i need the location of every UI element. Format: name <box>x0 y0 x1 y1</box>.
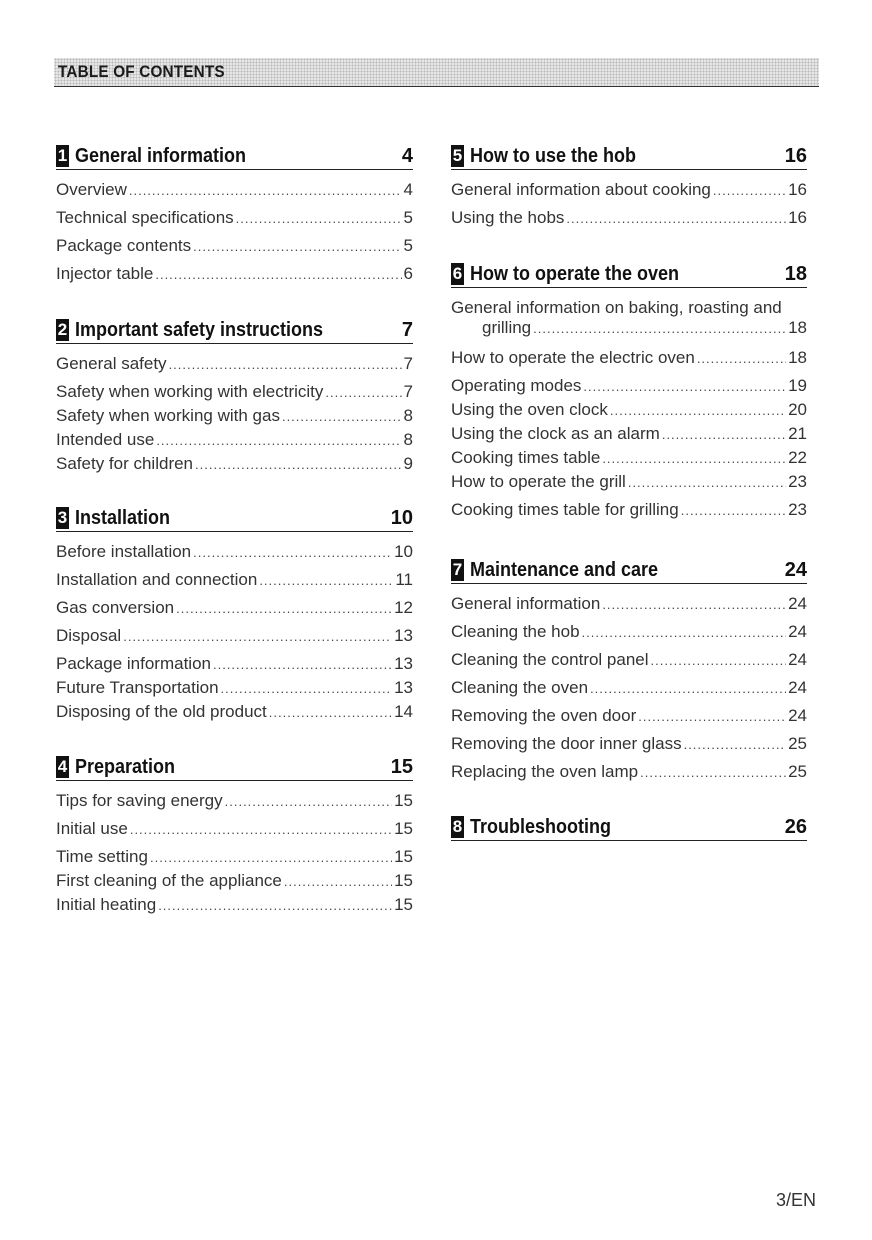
toc-entry[interactable] <box>56 430 413 454</box>
dot-leader <box>123 629 392 644</box>
section-title: Troubleshooting <box>470 816 611 838</box>
entry-title: Operating modes <box>451 376 582 395</box>
toc-entry[interactable] <box>451 622 807 650</box>
entry-list <box>56 791 413 919</box>
entry-title: Removing the door inner glass <box>451 734 682 753</box>
entry-list <box>56 542 413 726</box>
entry-title: Time setting <box>56 847 148 866</box>
dot-leader <box>193 239 401 254</box>
entry-page-number: 23 <box>788 500 807 519</box>
toc-entry[interactable] <box>56 570 413 598</box>
dot-leader <box>225 794 392 809</box>
section-number-badge: 3 <box>57 508 68 527</box>
dot-leader <box>156 433 401 448</box>
entry-title: How to operate the grill <box>451 472 626 491</box>
dot-leader <box>282 409 402 424</box>
dot-leader <box>566 211 786 226</box>
section-number-badge: 7 <box>452 560 463 579</box>
dot-leader <box>697 351 786 366</box>
section-page-number: 16 <box>784 145 807 167</box>
entry-title: Removing the oven door <box>451 706 637 725</box>
entry-page-number: 15 <box>394 871 413 890</box>
dot-leader <box>582 625 787 640</box>
entry-title: Using the clock as an alarm <box>451 424 660 443</box>
dot-leader <box>130 822 392 837</box>
section-title: Maintenance and care <box>470 559 659 581</box>
toc-entry[interactable] <box>56 264 413 292</box>
entry-title: Overview <box>56 180 127 199</box>
entry-page-number: 15 <box>394 791 413 810</box>
entry-list <box>56 354 413 478</box>
dot-leader <box>684 737 787 752</box>
section-page-number: 7 <box>401 319 413 341</box>
entry-page-number: 21 <box>788 424 807 443</box>
dot-leader <box>325 385 401 400</box>
toc-entry[interactable] <box>56 847 413 871</box>
section-heading[interactable] <box>451 812 807 841</box>
toc-entry[interactable] <box>451 706 807 734</box>
dot-leader <box>651 653 787 668</box>
entry-title: Injector table <box>56 264 154 283</box>
entry-list <box>451 594 807 790</box>
entry-page-number: 15 <box>394 895 413 914</box>
section-page-number: 10 <box>390 507 413 529</box>
section-heading[interactable] <box>56 503 413 532</box>
toc-entry[interactable] <box>56 542 413 570</box>
dot-leader <box>662 427 786 442</box>
entry-title: Cleaning the oven <box>451 678 589 697</box>
entry-title: Cleaning the hob <box>451 622 580 641</box>
toc-entry[interactable] <box>451 678 807 706</box>
dot-leader <box>213 657 392 672</box>
toc-entry[interactable] <box>451 650 807 678</box>
toc-section <box>56 315 413 478</box>
entry-page-number: 24 <box>788 650 807 669</box>
dot-leader <box>195 457 402 472</box>
entry-title: Cleaning the control panel <box>451 650 649 669</box>
section-number-badge: 5 <box>452 146 463 165</box>
section-page-number: 15 <box>390 756 413 778</box>
entry-title: Initial use <box>56 819 128 838</box>
section-title: General information <box>75 145 247 167</box>
toc-section <box>56 752 413 919</box>
entry-title: General safety <box>56 354 167 373</box>
toc-entry[interactable] <box>56 236 413 264</box>
entry-title: General information <box>451 594 601 613</box>
entry-title: Installation and connection <box>56 570 258 589</box>
toc-entry[interactable] <box>451 208 807 236</box>
toc-entry[interactable] <box>451 734 807 762</box>
section-page-number: 26 <box>784 816 807 838</box>
entry-page-number: 16 <box>788 208 807 227</box>
section-title: Installation <box>75 507 171 529</box>
dot-leader <box>269 705 392 720</box>
entry-page-number: 25 <box>788 734 807 753</box>
entry-page-number: 4 <box>403 180 413 199</box>
entry-page-number: 13 <box>394 626 413 645</box>
dot-leader <box>681 503 786 518</box>
entry-page-number: 24 <box>788 678 807 697</box>
entry-page-number: 8 <box>403 430 413 449</box>
dot-leader <box>602 597 786 612</box>
entry-page-number: 13 <box>394 678 413 697</box>
dot-leader <box>628 475 786 490</box>
toc-entry[interactable] <box>56 180 413 208</box>
dot-leader <box>150 850 392 865</box>
section-number-badge: 4 <box>57 757 68 776</box>
section-title: Preparation <box>75 756 176 778</box>
toc-entry[interactable] <box>451 400 807 424</box>
entry-title: Technical specifications <box>56 208 234 227</box>
entry-page-number: 16 <box>788 180 807 199</box>
dot-leader <box>284 874 392 889</box>
entry-list <box>451 298 807 528</box>
section-heading[interactable] <box>451 259 807 288</box>
entry-title: Safety for children <box>56 454 194 473</box>
entry-title: Using the oven clock <box>451 400 608 419</box>
entry-page-number: 23 <box>788 472 807 491</box>
section-number-badge: 2 <box>57 320 68 339</box>
toc-entry[interactable] <box>451 594 807 622</box>
entry-title: First cleaning of the appliance <box>56 871 282 890</box>
entry-page-number: 18 <box>788 348 807 367</box>
dot-leader <box>236 211 402 226</box>
entry-page-number: 7 <box>403 382 413 401</box>
section-title: How to use the hob <box>470 145 636 167</box>
entry-title: Disposal <box>56 626 122 645</box>
toc-entry[interactable] <box>56 654 413 678</box>
entry-page-number: 24 <box>788 594 807 613</box>
entry-title: Using the hobs <box>451 208 565 227</box>
entry-page-number: 15 <box>394 819 413 838</box>
entry-page-number: 24 <box>788 622 807 641</box>
entry-title: Future Transportation <box>56 678 219 697</box>
entry-title: Cooking times table <box>451 448 601 467</box>
entry-page-number: 5 <box>403 208 413 227</box>
toc-section <box>56 141 413 292</box>
entry-title: How to operate the electric oven <box>451 348 695 367</box>
dot-leader <box>602 451 786 466</box>
entry-title: Replacing the oven lamp <box>451 762 639 781</box>
toc-entry[interactable] <box>451 298 807 348</box>
entry-title: Gas conversion <box>56 598 175 617</box>
entry-page-number: 19 <box>788 376 807 395</box>
dot-leader <box>169 357 402 372</box>
entry-title-continued: grilling <box>482 318 532 337</box>
entry-page-number: 20 <box>788 400 807 419</box>
dot-leader <box>610 403 786 418</box>
entry-list <box>451 180 807 236</box>
section-title: Important safety instructions <box>75 319 324 341</box>
toc-entry[interactable] <box>56 354 413 382</box>
toc-entry[interactable] <box>451 472 807 500</box>
section-title: How to operate the oven <box>470 263 680 285</box>
toc-entry[interactable] <box>451 376 807 400</box>
dot-leader <box>638 709 786 724</box>
section-heading[interactable] <box>56 752 413 781</box>
entry-page-number: 25 <box>788 762 807 781</box>
toc-entry[interactable] <box>451 500 807 528</box>
section-number-badge: 6 <box>452 264 463 283</box>
dot-leader <box>590 681 786 696</box>
entry-title: Initial heating <box>56 895 157 914</box>
entry-page-number: 12 <box>394 598 413 617</box>
entry-page-number: 8 <box>403 406 413 425</box>
entry-title: Cooking times table for grilling <box>451 500 679 519</box>
entry-page-number: 24 <box>788 706 807 725</box>
toc-entry[interactable] <box>451 424 807 448</box>
section-heading[interactable] <box>56 315 413 344</box>
section-number-badge: 8 <box>452 817 463 836</box>
toc-entry[interactable] <box>56 382 413 406</box>
entry-page-number: 6 <box>403 264 413 283</box>
section-page-number: 24 <box>784 559 807 581</box>
toc-entry[interactable] <box>451 180 807 208</box>
toc-section <box>451 812 807 841</box>
dot-leader <box>640 765 786 780</box>
entry-page-number: 11 <box>395 570 413 589</box>
entry-title: Package contents <box>56 236 192 255</box>
entry-page-number: 5 <box>403 236 413 255</box>
entry-page-number: 13 <box>394 654 413 673</box>
section-page-number: 4 <box>401 145 413 167</box>
toc-section <box>451 259 807 528</box>
entry-page-number: 7 <box>403 354 413 373</box>
entry-title: Tips for saving energy <box>56 791 223 810</box>
toc-title: TABLE OF CONTENTS <box>58 62 225 81</box>
toc-section <box>451 555 807 790</box>
toc-entry[interactable] <box>56 895 413 919</box>
entry-title: Disposing of the old product <box>56 702 267 721</box>
dot-leader <box>155 267 401 282</box>
section-heading[interactable] <box>56 141 413 170</box>
toc-entry[interactable] <box>56 871 413 895</box>
toc-entry[interactable] <box>56 406 413 430</box>
entry-title: Safety when working with electricity <box>56 382 324 401</box>
dot-leader <box>129 183 402 198</box>
entry-page-number: 18 <box>788 318 807 337</box>
entry-title: General information about cooking <box>451 180 711 199</box>
entry-title: Before installation <box>56 542 192 561</box>
entry-page-number: 10 <box>394 542 413 561</box>
entry-title: Safety when working with gas <box>56 406 280 425</box>
page-number: 3/EN <box>775 1190 816 1210</box>
toc-entry[interactable] <box>56 819 413 847</box>
dot-leader <box>533 321 786 336</box>
toc-section <box>56 503 413 726</box>
toc-entry[interactable] <box>56 626 413 654</box>
entry-title: General information on baking, roasting and <box>451 298 782 317</box>
dot-leader <box>158 898 392 913</box>
dot-leader <box>713 183 786 198</box>
toc-section <box>451 141 807 236</box>
entry-page-number: 14 <box>394 702 413 721</box>
dot-leader <box>583 379 786 394</box>
entry-page-number: 22 <box>788 448 807 467</box>
section-heading[interactable] <box>451 141 807 170</box>
entry-title: Intended use <box>56 430 155 449</box>
dot-leader <box>259 573 393 588</box>
dot-leader <box>193 545 392 560</box>
toc-entry[interactable] <box>56 678 413 702</box>
toc-entry[interactable] <box>451 348 807 376</box>
section-number-badge: 1 <box>57 146 68 165</box>
toc-entry[interactable] <box>451 762 807 790</box>
toc-entry[interactable] <box>56 791 413 819</box>
entry-list <box>56 180 413 292</box>
entry-page-number: 15 <box>394 847 413 866</box>
toc-entry[interactable] <box>56 208 413 236</box>
section-page-number: 18 <box>784 263 807 285</box>
dot-leader <box>221 681 393 696</box>
entry-title: Package information <box>56 654 211 673</box>
toc-entry[interactable] <box>56 454 413 478</box>
dot-leader <box>176 601 392 616</box>
entry-page-number: 9 <box>403 454 413 473</box>
toc-entry[interactable] <box>56 702 413 726</box>
section-heading[interactable] <box>451 555 807 584</box>
toc-entry[interactable] <box>56 598 413 626</box>
toc-entry[interactable] <box>451 448 807 472</box>
toc-header-bar <box>54 58 819 87</box>
